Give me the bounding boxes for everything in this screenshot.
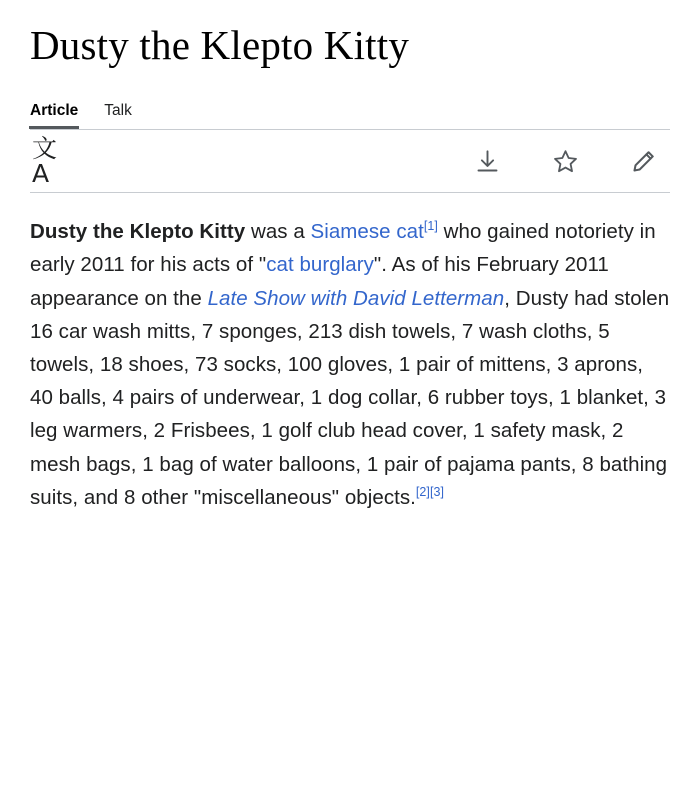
star-icon[interactable] [550, 146, 580, 176]
toolbar-divider [30, 192, 670, 193]
download-icon[interactable] [472, 146, 502, 176]
page-title: Dusty the Klepto Kitty [30, 22, 410, 68]
language-icon[interactable]: 文A [32, 134, 58, 189]
reference-2-link[interactable]: [2] [415, 484, 430, 499]
article-text-4: , Dusty had stolen 16 car wash mitts, 7 sponges, 213 dish towels, 7 wash cloths, 5 towels, 18 shoes, 73 socks, 100 gloves, 1 pair of mittens, 3 aprons, 40 balls, 4 pairs of underwear, 1 dog collar, 6 rubber toys, 1 blanket, 3 leg warmers, 2 Frisbees, 1 golf club head cover, 1 safety mask, 2 mesh bags, 1 bag of water balloons, 1 pair of pajama pants, 8 bathing suits, and 8 other "miscellaneous" objects. [30, 286, 670, 509]
pencil-edit-icon[interactable] [628, 146, 658, 176]
tab-article[interactable]: Article [30, 102, 78, 129]
article-text-2: who gained notoriety in early 2011 for his acts of " [30, 220, 656, 277]
reference-2[interactable] [416, 485, 430, 499]
link-late-show-with-david-letterman[interactable]: Late Show with David Letterman [207, 286, 505, 310]
reference-1[interactable] [424, 219, 438, 233]
link-cat-burglary[interactable]: cat burglary [266, 253, 374, 277]
article-lead-paragraph [30, 215, 670, 514]
tab-talk[interactable]: Talk [104, 102, 132, 120]
article-tabs [30, 95, 670, 129]
link-siamese-cat[interactable]: Siamese cat [310, 220, 424, 244]
reference-1-link[interactable]: [1] [423, 219, 438, 234]
article-subject-bold: Dusty the Klepto Kitty [30, 220, 246, 244]
article-text-3: ". As of his February 2011 appearance on the [30, 253, 609, 310]
article-text-1: was a [245, 220, 311, 244]
toolbar-actions [472, 146, 668, 176]
article-toolbar [30, 130, 670, 192]
reference-3[interactable] [430, 485, 444, 499]
reference-3-link[interactable]: [3] [429, 484, 445, 499]
